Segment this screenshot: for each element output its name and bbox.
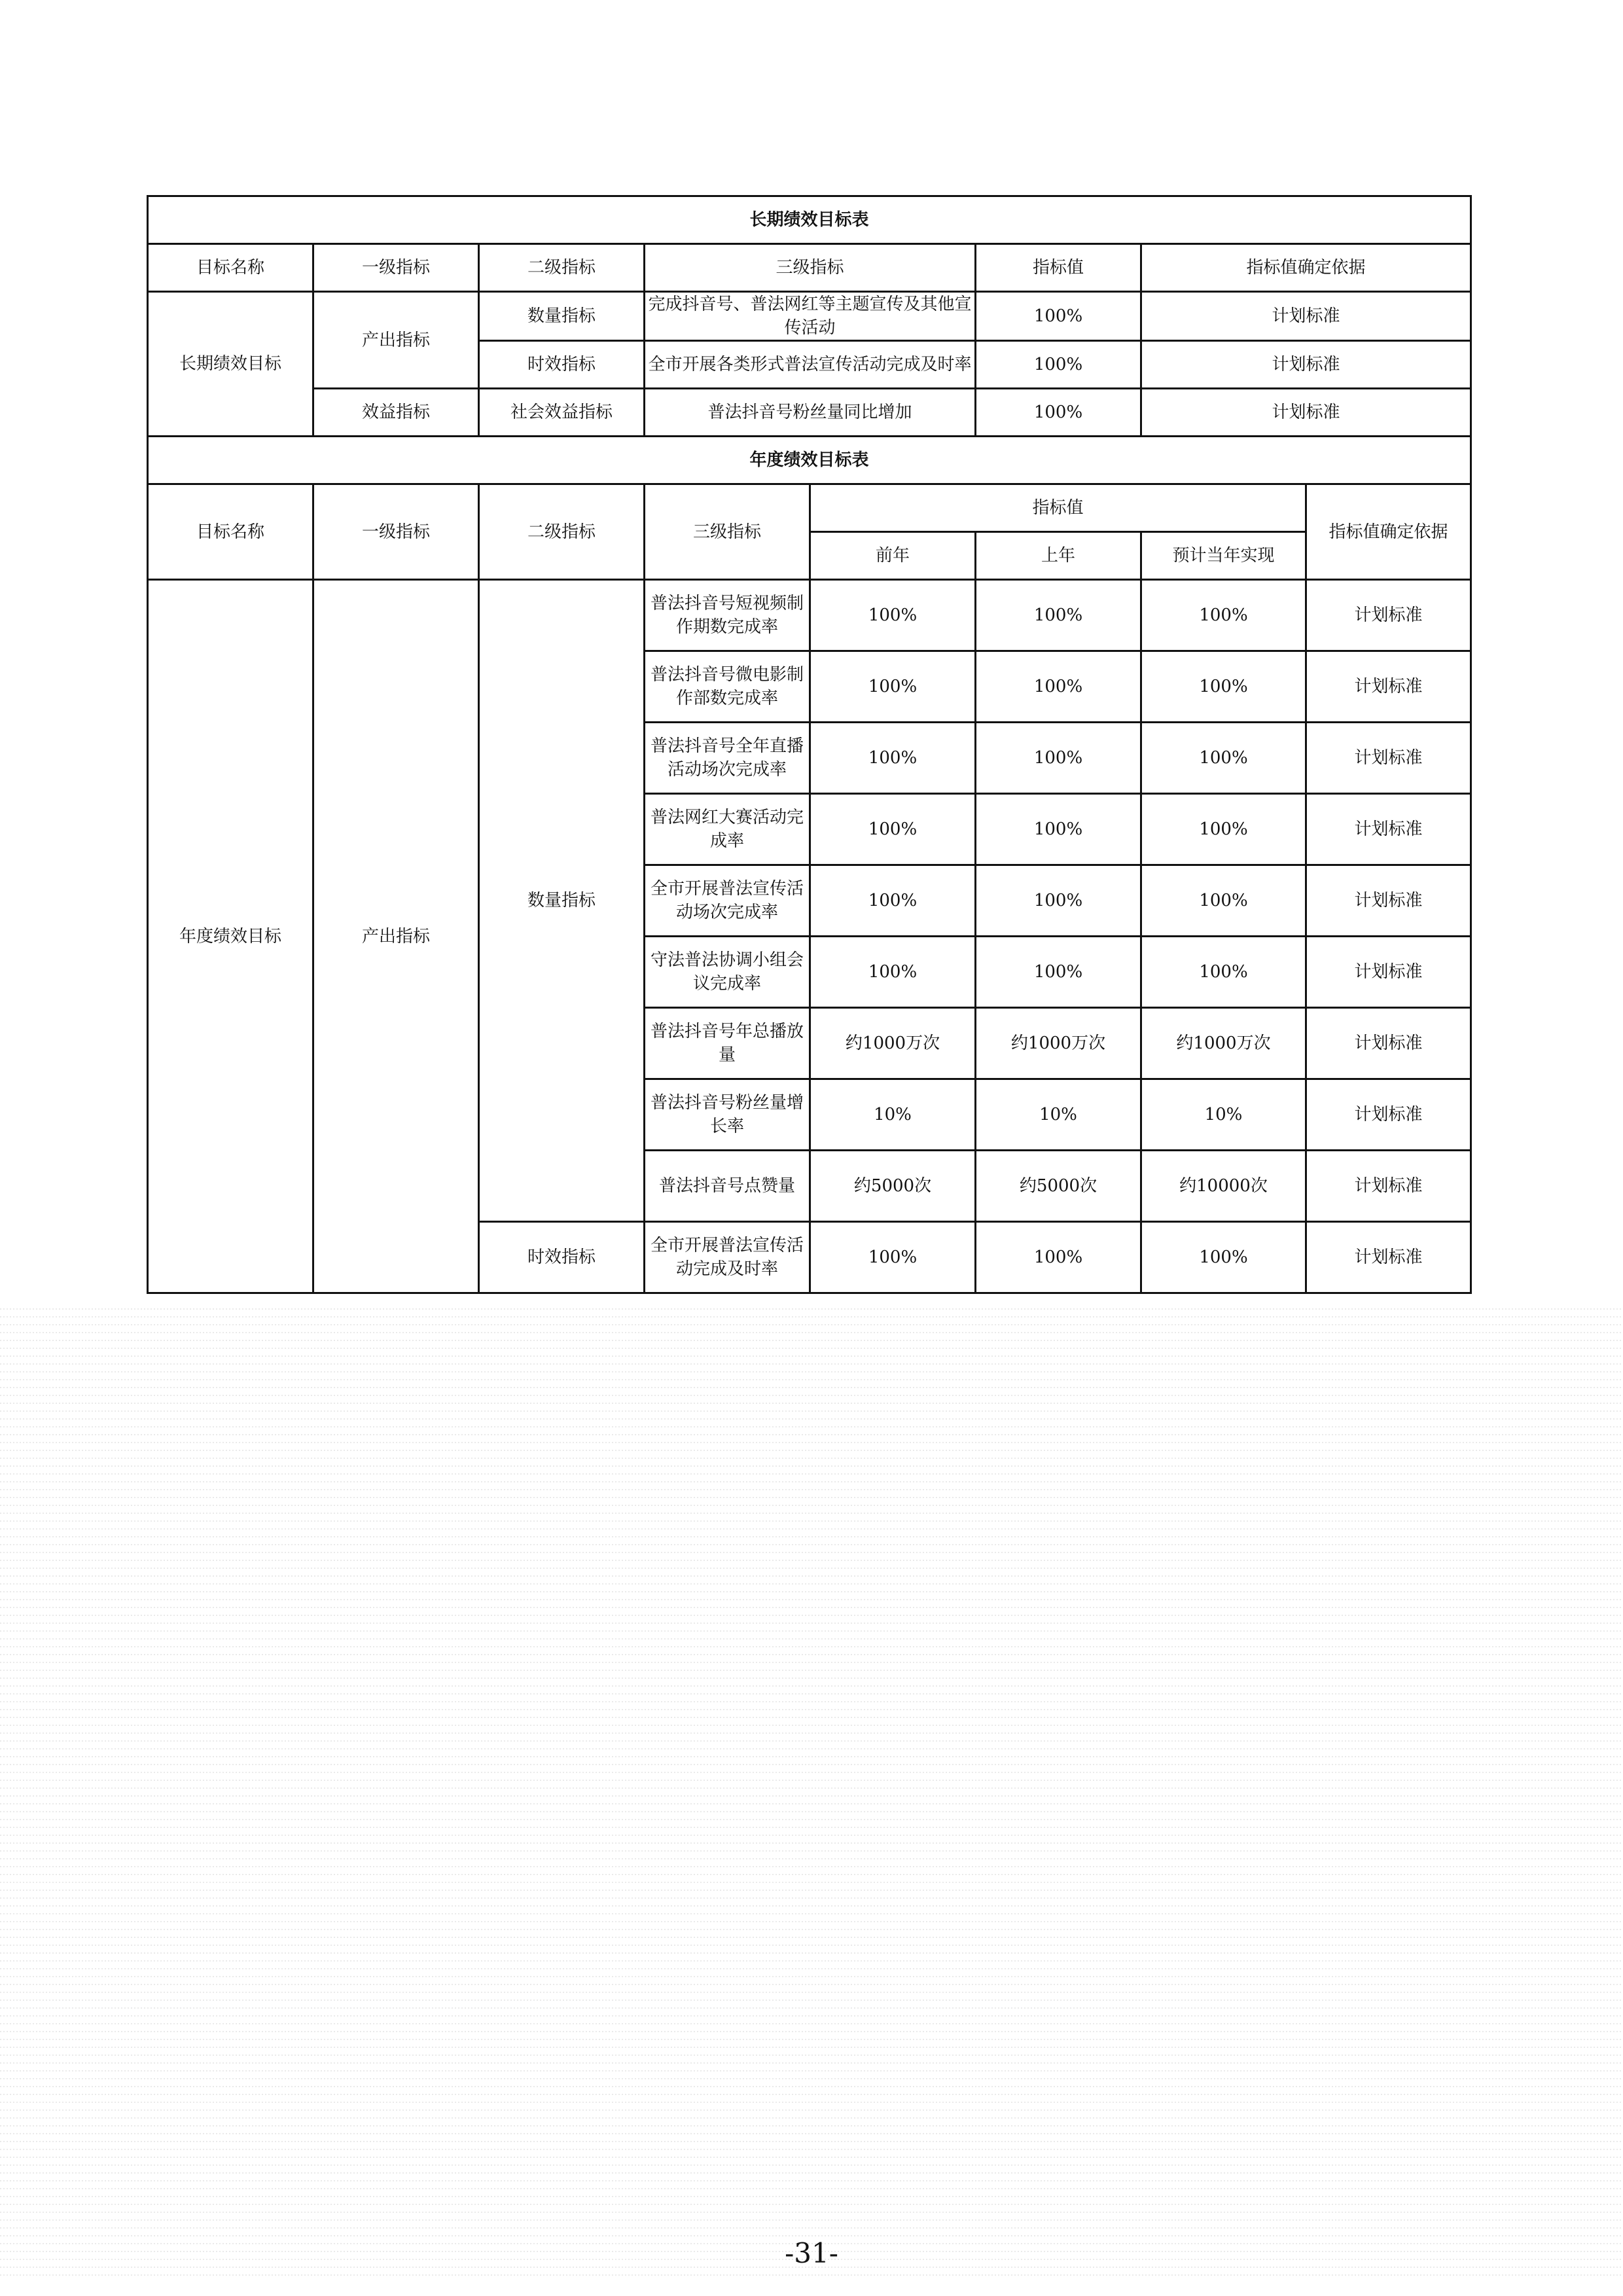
header-basis: 指标值确定依据 bbox=[1141, 244, 1471, 292]
level3-cell: 普法抖音号粉丝量同比增加 bbox=[645, 389, 976, 437]
prev-cell: 约5000次 bbox=[810, 1151, 976, 1222]
expected-cell: 100% bbox=[1141, 794, 1306, 865]
performance-table bbox=[147, 195, 1472, 1294]
level3-cell: 完成抖音号、普法网红等主题宣传及其他宣传活动 bbox=[645, 292, 976, 341]
table-row bbox=[148, 580, 1471, 651]
level3-cell: 普法抖音号短视频制作期数完成率 bbox=[645, 580, 810, 651]
last-cell: 100% bbox=[976, 651, 1141, 723]
basis-cell: 计划标准 bbox=[1306, 651, 1471, 723]
header-goal-name: 目标名称 bbox=[148, 484, 313, 580]
basis-cell: 计划标准 bbox=[1141, 389, 1471, 437]
annual-goal-name: 年度绩效目标 bbox=[148, 580, 313, 1293]
basis-cell: 计划标准 bbox=[1306, 937, 1471, 1008]
expected-cell: 约10000次 bbox=[1141, 1151, 1306, 1222]
prev-cell: 100% bbox=[810, 723, 976, 794]
basis-cell: 计划标准 bbox=[1306, 1222, 1471, 1293]
last-cell: 100% bbox=[976, 723, 1141, 794]
expected-cell: 100% bbox=[1141, 651, 1306, 723]
value-cell: 100% bbox=[976, 292, 1141, 341]
level3-cell: 全市开展普法宣传活动场次完成率 bbox=[645, 865, 810, 937]
expected-cell: 100% bbox=[1141, 1222, 1306, 1293]
header-level3: 三级指标 bbox=[645, 484, 810, 580]
last-cell: 100% bbox=[976, 580, 1141, 651]
last-cell: 100% bbox=[976, 937, 1141, 1008]
last-cell: 约5000次 bbox=[976, 1151, 1141, 1222]
annual-title-row bbox=[148, 437, 1471, 484]
long-term-header-row bbox=[148, 244, 1471, 292]
annual-level2-timeliness: 时效指标 bbox=[479, 1222, 645, 1293]
header-level1: 一级指标 bbox=[313, 484, 479, 580]
basis-cell: 计划标准 bbox=[1306, 723, 1471, 794]
header-value-group: 指标值 bbox=[810, 484, 1306, 532]
last-cell: 100% bbox=[976, 865, 1141, 937]
basis-cell: 计划标准 bbox=[1306, 865, 1471, 937]
level3-cell: 守法普法协调小组会议完成率 bbox=[645, 937, 810, 1008]
level3-cell: 普法网红大赛活动完成率 bbox=[645, 794, 810, 865]
expected-cell: 100% bbox=[1141, 723, 1306, 794]
header-level2: 二级指标 bbox=[479, 484, 645, 580]
header-expected: 预计当年实现 bbox=[1141, 532, 1306, 580]
annual-header-row bbox=[148, 484, 1471, 532]
basis-cell: 计划标准 bbox=[1141, 341, 1471, 389]
last-cell: 10% bbox=[976, 1079, 1141, 1151]
annual-level1: 产出指标 bbox=[313, 580, 479, 1293]
prev-cell: 100% bbox=[810, 580, 976, 651]
level3-cell: 全市开展各类形式普法宣传活动完成及时率 bbox=[645, 341, 976, 389]
expected-cell: 100% bbox=[1141, 580, 1306, 651]
table-row bbox=[148, 292, 1471, 341]
header-level3: 三级指标 bbox=[645, 244, 976, 292]
long-term-title-row bbox=[148, 196, 1471, 244]
prev-cell: 100% bbox=[810, 1222, 976, 1293]
prev-cell: 100% bbox=[810, 865, 976, 937]
header-level2: 二级指标 bbox=[479, 244, 645, 292]
table-row bbox=[148, 389, 1471, 437]
basis-cell: 计划标准 bbox=[1306, 1079, 1471, 1151]
basis-cell: 计划标准 bbox=[1306, 794, 1471, 865]
level2-cell: 时效指标 bbox=[479, 341, 645, 389]
header-basis: 指标值确定依据 bbox=[1306, 484, 1471, 580]
header-last-year: 上年 bbox=[976, 532, 1141, 580]
long-term-title: 长期绩效目标表 bbox=[148, 196, 1471, 244]
expected-cell: 100% bbox=[1141, 937, 1306, 1008]
prev-cell: 100% bbox=[810, 651, 976, 723]
expected-cell: 10% bbox=[1141, 1079, 1306, 1151]
header-value: 指标值 bbox=[976, 244, 1141, 292]
last-cell: 100% bbox=[976, 1222, 1141, 1293]
last-cell: 约1000万次 bbox=[976, 1008, 1141, 1079]
header-prev-year: 前年 bbox=[810, 532, 976, 580]
basis-cell: 计划标准 bbox=[1141, 292, 1471, 341]
basis-cell: 计划标准 bbox=[1306, 1151, 1471, 1222]
header-level1: 一级指标 bbox=[313, 244, 479, 292]
long-term-level1-output: 产出指标 bbox=[313, 292, 479, 389]
level3-cell: 普法抖音号年总播放量 bbox=[645, 1008, 810, 1079]
long-term-level1-benefit: 效益指标 bbox=[313, 389, 479, 437]
basis-cell: 计划标准 bbox=[1306, 1008, 1471, 1079]
level3-cell: 全市开展普法宣传活动完成及时率 bbox=[645, 1222, 810, 1293]
expected-cell: 100% bbox=[1141, 865, 1306, 937]
prev-cell: 10% bbox=[810, 1079, 976, 1151]
page-number: -31- bbox=[785, 2237, 838, 2269]
long-term-goal-name: 长期绩效目标 bbox=[148, 292, 313, 437]
prev-cell: 100% bbox=[810, 937, 976, 1008]
annual-level2-quantity: 数量指标 bbox=[479, 580, 645, 1222]
annual-title: 年度绩效目标表 bbox=[148, 437, 1471, 484]
prev-cell: 100% bbox=[810, 794, 976, 865]
level3-cell: 普法抖音号全年直播活动场次完成率 bbox=[645, 723, 810, 794]
last-cell: 100% bbox=[976, 794, 1141, 865]
level2-cell: 数量指标 bbox=[479, 292, 645, 341]
value-cell: 100% bbox=[976, 341, 1141, 389]
basis-cell: 计划标准 bbox=[1306, 580, 1471, 651]
level3-cell: 普法抖音号微电影制作部数完成率 bbox=[645, 651, 810, 723]
level3-cell: 普法抖音号粉丝量增长率 bbox=[645, 1079, 810, 1151]
level2-cell: 社会效益指标 bbox=[479, 389, 645, 437]
expected-cell: 约1000万次 bbox=[1141, 1008, 1306, 1079]
level3-cell: 普法抖音号点赞量 bbox=[645, 1151, 810, 1222]
header-goal-name: 目标名称 bbox=[148, 244, 313, 292]
value-cell: 100% bbox=[976, 389, 1141, 437]
prev-cell: 约1000万次 bbox=[810, 1008, 976, 1079]
